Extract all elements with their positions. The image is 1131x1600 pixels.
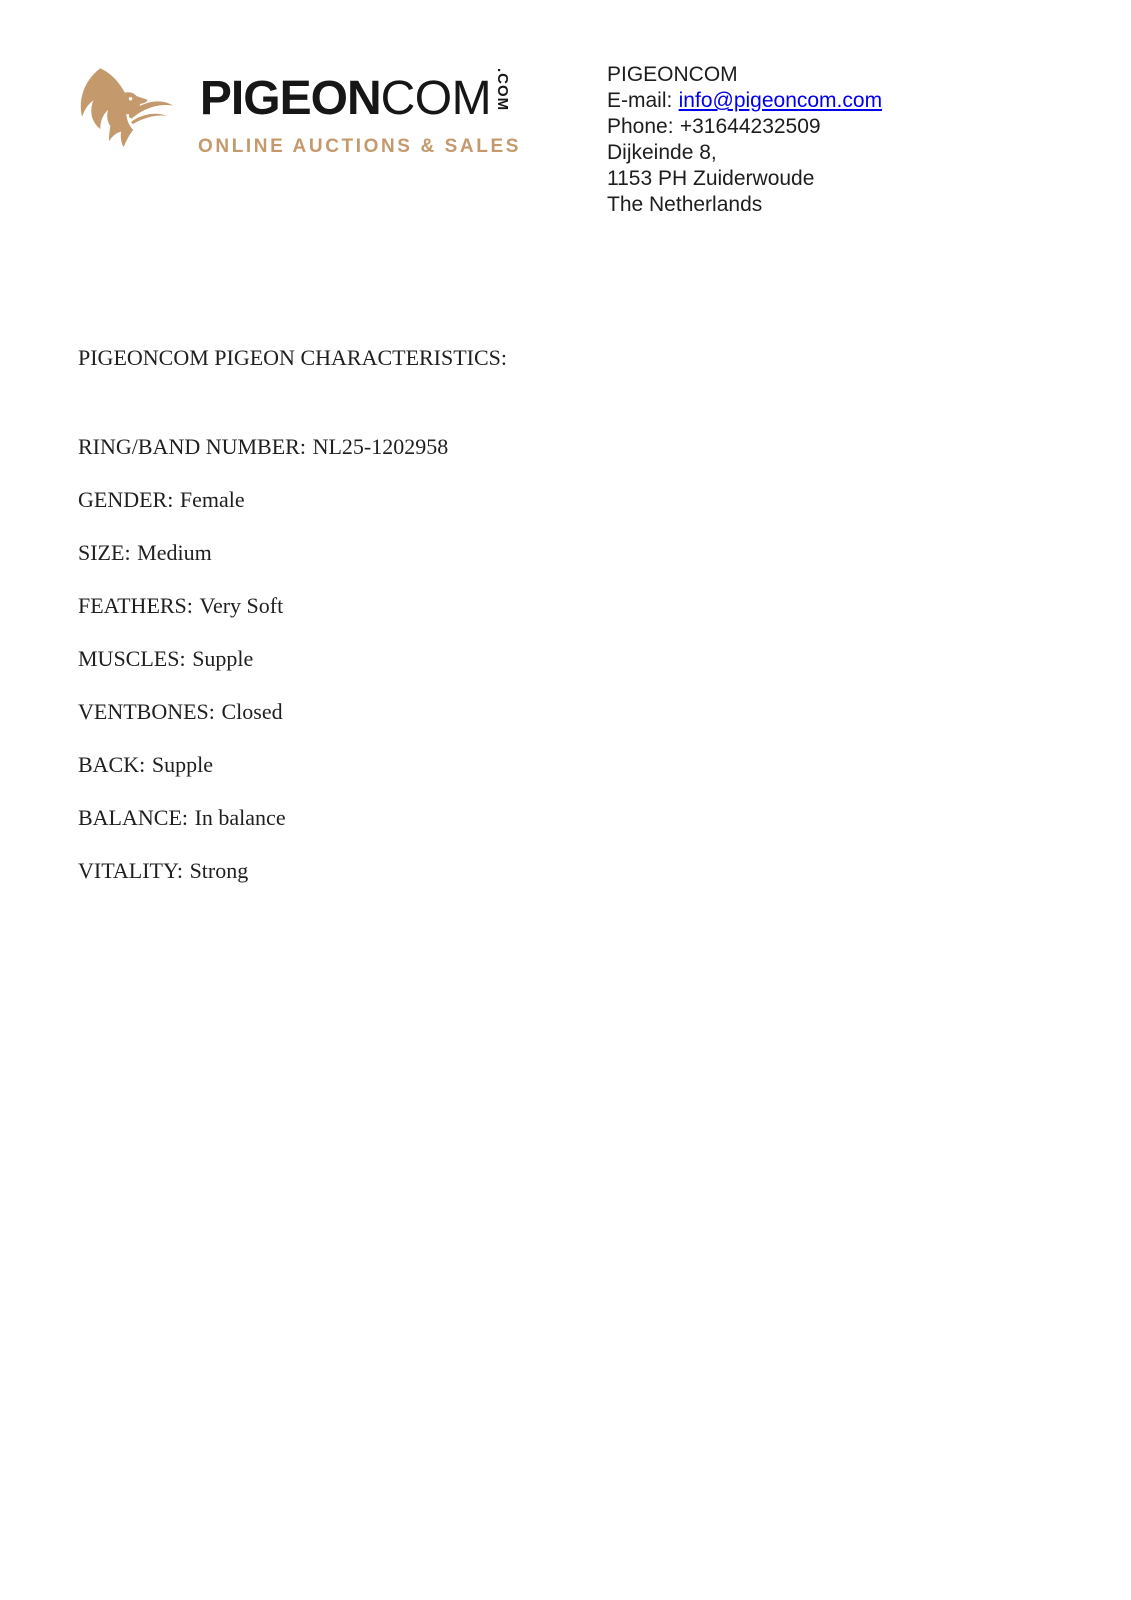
- characteristic-line: [78, 486, 978, 514]
- brand-primary-text: PIGEON: [199, 72, 381, 125]
- characteristic-label: MUSCLES:: [78, 646, 186, 671]
- characteristic-line: [78, 433, 978, 461]
- characteristic-label: BACK:: [78, 752, 146, 777]
- pigeoncom-logo: [76, 62, 521, 158]
- characteristic-label: RING/BAND NUMBER:: [78, 434, 306, 459]
- characteristic-line: [78, 592, 978, 620]
- email-label: E-mail:: [607, 89, 673, 112]
- characteristic-value: Medium: [137, 540, 212, 565]
- brand-tagline: ONLINE AUCTIONS & SALES: [198, 136, 521, 157]
- characteristic-value: Very Soft: [199, 593, 284, 618]
- characteristic-line: [78, 539, 978, 567]
- brand-vertical-suffix: .COM: [494, 68, 512, 112]
- address-line-3: The Netherlands: [607, 193, 763, 216]
- characteristic-label: FEATHERS:: [78, 593, 193, 618]
- pigeon-bird-icon: [76, 64, 180, 156]
- contact-block: [607, 62, 882, 218]
- characteristic-value: Closed: [221, 699, 283, 724]
- address-line-1: Dijkeinde 8,: [607, 141, 717, 164]
- phone-label: Phone:: [607, 115, 674, 138]
- email-link[interactable]: info@pigeoncom.com: [678, 89, 883, 112]
- logo-text: [190, 62, 521, 158]
- brand-secondary-text: COM: [380, 72, 492, 125]
- characteristic-label: GENDER:: [78, 487, 174, 512]
- characteristic-line: [78, 857, 978, 885]
- characteristics-section: [78, 344, 978, 910]
- characteristic-line: [78, 645, 978, 673]
- characteristic-value: Female: [179, 487, 245, 512]
- characteristic-value: Strong: [189, 858, 249, 883]
- characteristic-value: Supple: [192, 646, 254, 671]
- characteristic-line: [78, 804, 978, 832]
- characteristic-label: VENTBONES:: [78, 699, 215, 724]
- phone-value: +31644232509: [679, 115, 821, 138]
- contact-company: PIGEONCOM: [607, 63, 738, 86]
- characteristic-label: BALANCE:: [78, 805, 188, 830]
- contact-email-line: [607, 88, 882, 114]
- characteristic-label: SIZE:: [78, 540, 131, 565]
- brand-wordmark: [200, 62, 511, 134]
- characteristic-label: VITALITY:: [78, 858, 183, 883]
- address-line-2: 1153 PH Zuiderwoude: [607, 167, 815, 190]
- characteristic-value: NL25-1202958: [312, 434, 449, 459]
- contact-phone-line: [607, 114, 882, 140]
- characteristic-value: Supple: [151, 752, 213, 777]
- characteristic-line: [78, 698, 978, 726]
- characteristic-line: [78, 751, 978, 779]
- characteristic-value: In balance: [194, 805, 286, 830]
- section-heading: PIGEONCOM PIGEON CHARACTERISTICS:: [78, 345, 508, 370]
